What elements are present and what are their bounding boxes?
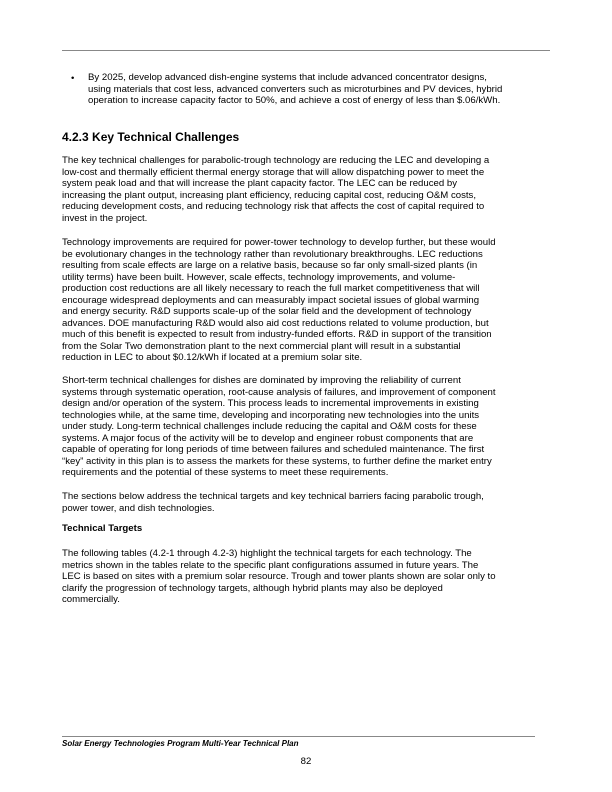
text-line: reduction in LEC to about $0.12/kWh if located at a premium solar site.: [62, 352, 363, 363]
footer-rule: [62, 736, 535, 737]
text-line: from the Solar Two demonstration plant to the next commercial plant will result in a substantial: [62, 340, 461, 352]
footer-title: Solar Energy Technologies Program Multi-Year Technical Plan: [62, 739, 299, 748]
section-heading: 4.2.3 Key Technical Challenges: [62, 130, 240, 144]
text-line: capable of operating for long periods of time between failures and scheduled maintenance. The first: [62, 444, 485, 455]
text-line: The following tables (4.2-1 through 4.2-3) highlight the technical targets for each technology. The: [62, 548, 472, 559]
text-line: resulting from scale effects are large on a relative basis, because so far only small-sized plants (in: [62, 260, 478, 271]
paragraph: [62, 548, 552, 606]
paragraph: [62, 375, 552, 479]
text-line: increasing the plant output, increasing plant efficiency, reducing capital cost, reducing O&M costs,: [62, 189, 477, 201]
text-line: and energy security. R&D supports scale-up of the solar field and the development of technology: [62, 306, 472, 317]
text-line: much of this benefit is expected to result from industry-funded efforts. R&D in support of the transition: [62, 329, 492, 340]
paragraph: [62, 491, 552, 514]
text-line: LEC is based on sites with a premium solar resource. Trough and tower plants shown are solar only to: [62, 571, 496, 582]
text-line: advances. DOE manufacturing R&D would also aid cost reductions related to volume production, but: [62, 317, 489, 329]
text-line: Short-term technical challenges for dishes are dominated by improving the reliability of current: [62, 375, 461, 386]
text-line: technologies while, at the same time, developing and incorporating new technologies into the units: [62, 409, 480, 421]
text-line: utility terms) have been built. However, scale effects, technology improvements, and volume-: [62, 271, 456, 283]
header-rule: [62, 50, 550, 51]
paragraph: [62, 155, 552, 224]
text-line: encourage widespread deployments and can measurably impact societal issues of global warming: [62, 294, 480, 306]
text-line: operation to increase capacity factor to 50%, and achieve a cost of energy of less than $.06/kWh.: [88, 95, 501, 106]
text-line: power tower, and dish technologies.: [62, 502, 215, 514]
bullet-icon: •: [71, 73, 75, 84]
text-line: be evolutionary changes in the technology rather than revolutionary breakthroughs. LEC reductions: [62, 248, 483, 260]
text-line: By 2025, develop advanced dish-engine systems that include advanced concentrator designs,: [88, 72, 487, 83]
text-line: requirements and the potential of these systems to meet these requirements.: [62, 467, 389, 478]
text-line: systems. A major focus of the activity will be to develop and engineer robust components that are: [62, 432, 474, 444]
paragraph: [62, 237, 552, 364]
text-line: design and/or operation of the system. This process leads to incremental improvements in existing: [62, 398, 479, 409]
text-line: metrics shown in the tables relate to the specific plant configurations assumed in future years. The: [62, 559, 479, 571]
text-line: Technology improvements are required for power-tower technology to develop further, but these would: [62, 237, 496, 248]
text-line: The key technical challenges for parabolic-trough technology are reducing the LEC and developing a: [62, 155, 490, 166]
text-line: under study. Long-term technical challenges include reducing the capital and O&M costs for these: [62, 421, 477, 432]
text-line: reducing development costs, and reducing technology risk that affects the cost of capital required to: [62, 201, 485, 212]
text-line: production cost reductions are all likely necessary to reach the full market competitiveness that will: [62, 283, 480, 294]
text-line: low-cost and thermally efficient thermal energy storage that will allow dispatching power to meet the: [62, 166, 485, 178]
text-line: The sections below address the technical targets and key technical barriers facing parabolic trough,: [62, 491, 484, 502]
text-line: invest in the project.: [62, 212, 148, 224]
text-line: commercially.: [62, 594, 120, 605]
text-line: systems through systematic operation, root-cause analysis of failures, and improvement of component: [62, 386, 496, 398]
bullet-item: [88, 72, 578, 107]
text-line: clarify the progression of technology targets, although hybrid plants may also be deployed: [62, 582, 443, 594]
text-line: “key” activity in this plan is to assess the markets for these systems, to further define the market entry: [62, 455, 492, 467]
subheading: Technical Targets: [62, 523, 143, 534]
page-number: 82: [300, 756, 312, 767]
text-line: using materials that cost less, advanced converters such as microturbines and PV devices, hybrid: [88, 83, 503, 95]
text-line: system peak load and that will increase the plant capacity factor. The LEC can be reduced by: [62, 178, 457, 189]
